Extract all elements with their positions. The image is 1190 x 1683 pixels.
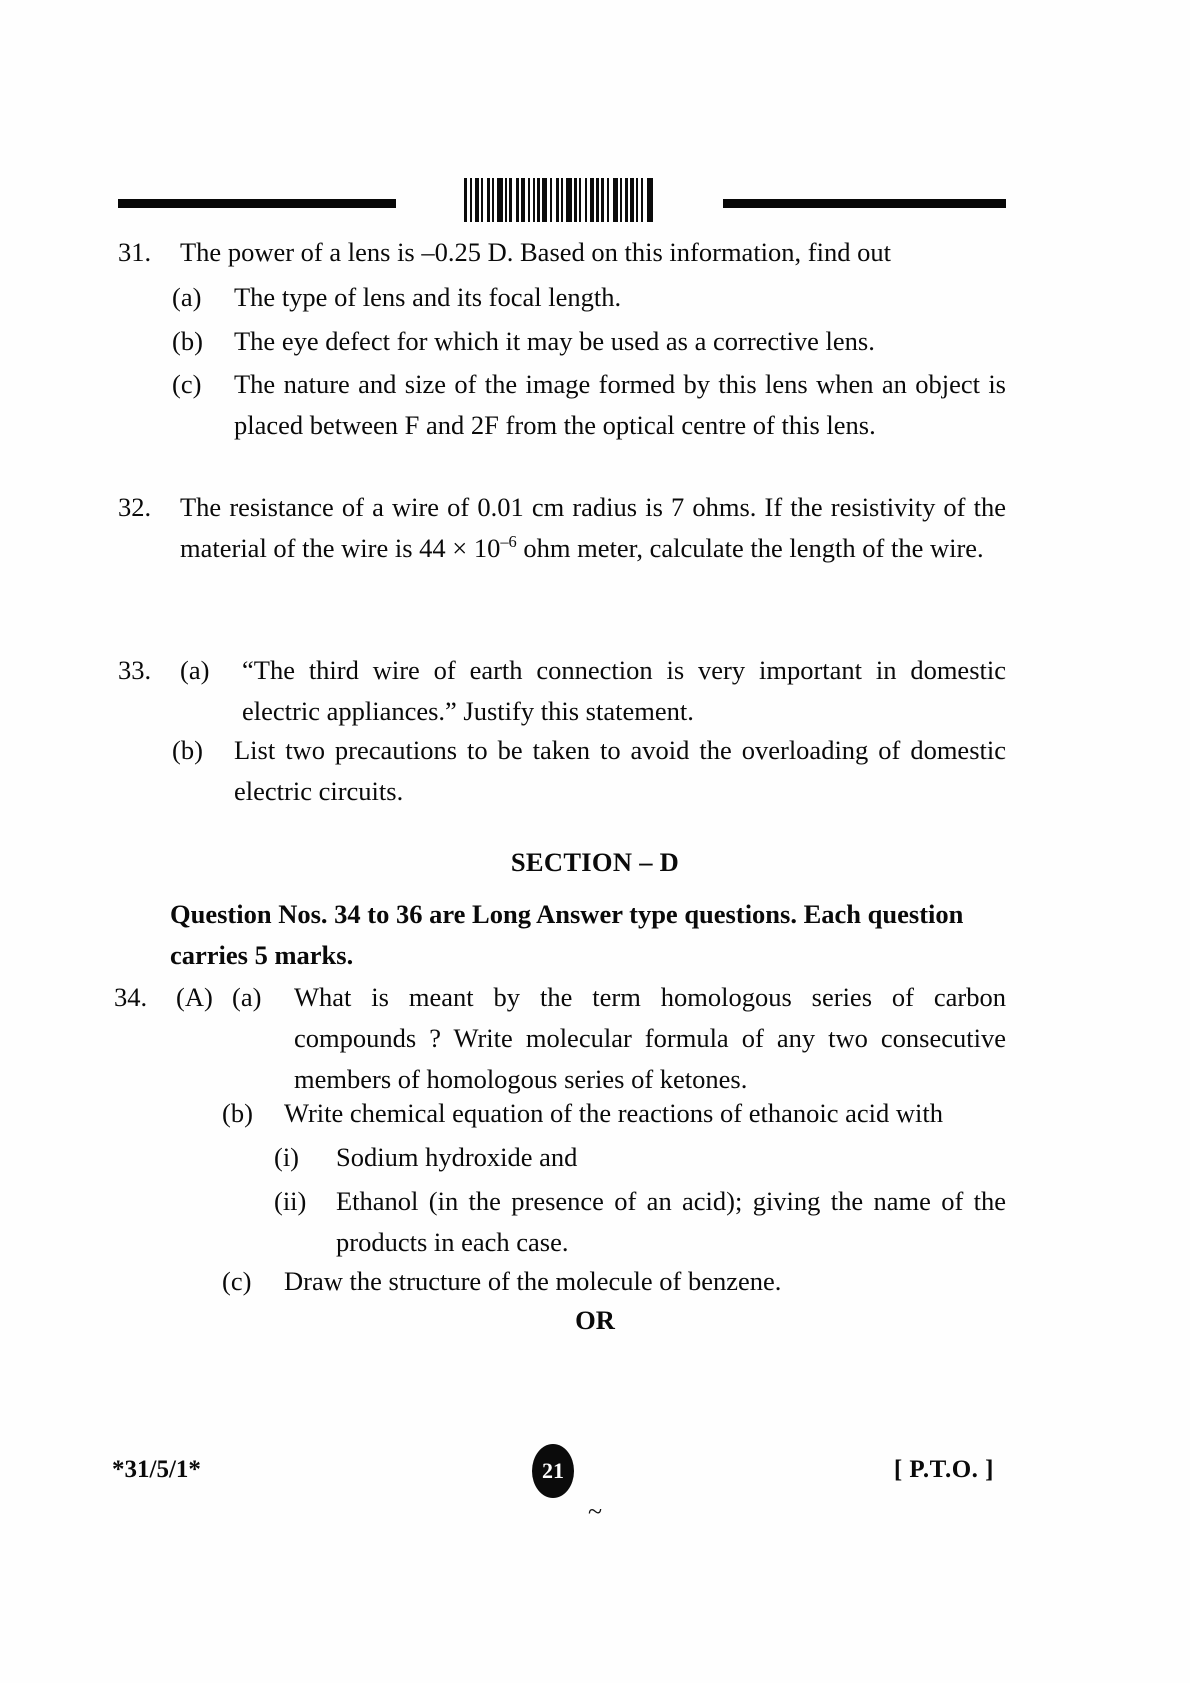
question-34-or-label: OR — [575, 1305, 615, 1335]
paper-code: *31/5/1* — [112, 1456, 201, 1483]
header-rule-left — [118, 199, 396, 208]
question-32-superscript: –6 — [500, 532, 517, 552]
question-31-part-c-text: The nature and size of the image formed by this lens when an object is placed between F and 2F from the optical centre of this lens. — [234, 369, 1006, 440]
question-34-part-c — [222, 1261, 1006, 1302]
question-34-option-label: (A) — [176, 982, 213, 1012]
question-33-part-a-label: (a) — [180, 655, 210, 685]
question-34-part-b-text: Write chemical equation of the reactions of ethanoic acid with — [284, 1098, 943, 1128]
question-31-part-b — [172, 321, 1006, 362]
question-34-part-b-sub-i — [274, 1137, 1006, 1178]
question-31-stem — [118, 232, 1006, 273]
question-31-part-a-text: The type of lens and its focal length. — [234, 282, 622, 312]
question-34-part-a-text: What is meant by the term homologous series of carbon compounds ? Write molecular formula of any two consecutive members of homologous series of ketones. — [294, 982, 1006, 1094]
question-32 — [118, 487, 1006, 569]
question-31-part-b-text: The eye defect for which it may be used as a corrective lens. — [234, 326, 875, 356]
tilde-mark: ~ — [587, 1497, 603, 1526]
page-footer — [112, 1454, 994, 1498]
section-d-heading: SECTION – D — [510, 847, 680, 877]
question-31-part-c — [172, 364, 1006, 446]
question-34-part-b — [222, 1093, 1006, 1134]
page-header — [118, 176, 1006, 222]
barcode-image — [464, 176, 655, 222]
question-32-text-part1: The resistance of a wire of 0.01 cm radius is 7 ohms. If the resistivity of the material of the wire is 44 × 10 — [180, 492, 1006, 563]
header-rule-right — [723, 199, 1006, 208]
question-33-part-b-label: (b) — [172, 735, 203, 765]
question-34-part-c-text: Draw the structure of the molecule of benzene. — [284, 1266, 782, 1296]
question-31-part-b-label: (b) — [172, 326, 203, 356]
question-32-number: 32. — [118, 492, 152, 522]
pto-label: [ P.T.O. ] — [893, 1456, 994, 1483]
section-d-instruction: Question Nos. 34 to 36 are Long Answer type questions. Each question carries 5 marks. — [170, 899, 964, 970]
question-31-part-a — [172, 277, 1006, 318]
question-33-part-b — [172, 730, 1006, 812]
question-31-part-a-label: (a) — [172, 282, 202, 312]
question-34-subpart-i-text: Sodium hydroxide and — [336, 1142, 578, 1172]
question-31-number: 31. — [118, 237, 152, 267]
question-33-number: 33. — [118, 655, 152, 685]
question-34-part-a — [114, 977, 1006, 1100]
question-32-text-part2: ohm meter, calculate the length of the wire. — [516, 533, 984, 563]
question-31-stem-text: The power of a lens is –0.25 D. Based on this information, find out — [180, 237, 891, 267]
question-33-part-a-text: “The third wire of earth connection is very important in domestic electric appliances.” Justify this statement. — [242, 655, 1006, 726]
question-34-subpart-i-label: (i) — [274, 1142, 300, 1172]
question-34-subpart-ii-text: Ethanol (in the presence of an acid); giving the name of the products in each case. — [336, 1186, 1006, 1257]
question-33-part-a — [118, 650, 1006, 732]
question-33-part-b-text: List two precautions to be taken to avoid the overloading of domestic electric circuits. — [234, 735, 1006, 806]
question-34-number: 34. — [114, 982, 148, 1012]
question-31-part-c-label: (c) — [172, 369, 202, 399]
question-34-subpart-ii-label: (ii) — [274, 1186, 307, 1216]
question-34-part-c-label: (c) — [222, 1266, 252, 1296]
question-32-text — [180, 487, 1006, 569]
question-34-part-a-label: (a) — [232, 982, 262, 1012]
page-number-badge: 21 — [532, 1444, 574, 1498]
question-34-part-b-sub-ii — [274, 1181, 1006, 1263]
question-34-part-b-label: (b) — [222, 1098, 253, 1128]
